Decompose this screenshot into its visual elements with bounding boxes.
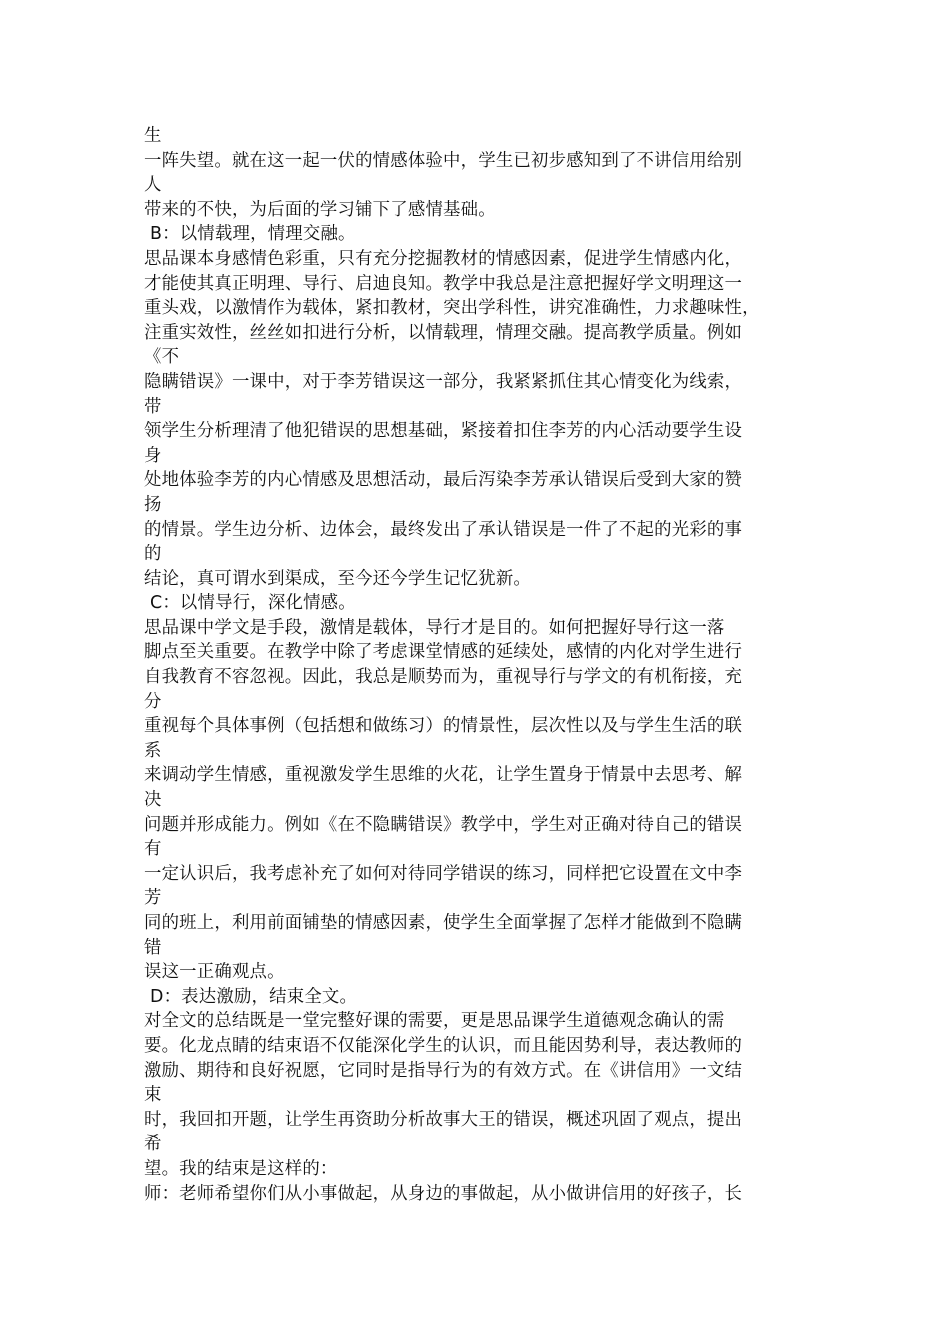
text-line: 束	[144, 1085, 162, 1106]
text-line: 望。我的结束是这样的：	[144, 1158, 338, 1179]
text-line: 决	[144, 790, 162, 811]
section-heading-c: C：以情导行，深化情感。	[150, 593, 356, 614]
text-line: 系	[144, 740, 162, 761]
text-line: 结论，真可谓水到渠成，至今还今学生记忆犹新。	[144, 568, 531, 589]
text-line: 的情景。学生边分析、边体会，最终发出了承认错误是一件了不起的光彩的事	[144, 519, 743, 540]
text-line: 师：老师希望你们从小事做起，从身边的事做起，从小做讲信用的好孩子，长	[144, 1183, 743, 1204]
text-line: 来调动学生情感，重视激发学生思维的火花，让学生置身于情景中去思考、解	[144, 765, 743, 786]
text-line: 身	[144, 445, 162, 466]
text-line: 重头戏，以激情作为载体，紧扣教材，突出学科性，讲究准确性，力求趣味性，	[144, 298, 760, 319]
text-line: 自我教育不容忽视。因此，我总是顺势而为，重视导行与学文的有机衔接，充	[144, 667, 743, 688]
text-line: 时，我回扣开题，让学生再资助分析故事大王的错误，概述巩固了观点，提出	[144, 1109, 743, 1130]
text-line: 希	[144, 1134, 162, 1155]
text-line: 思品课中学文是手段，激情是载体，导行才是目的。如何把握好导行这一落	[144, 617, 725, 638]
text-line: 思品课本身感情色彩重，只有充分挖掘教材的情感因素，促进学生情感内化，	[144, 248, 743, 269]
text-line: 要。化龙点睛的结束语不仅能深化学生的认识，而且能因势利导，表达教师的	[144, 1035, 743, 1056]
text-line: 芳	[144, 888, 162, 909]
text-line: 扬	[144, 494, 162, 515]
text-line: 才能使其真正明理、导行、启迪良知。教学中我总是注意把握好学文明理这一	[144, 273, 743, 294]
text-line: 的	[144, 544, 162, 565]
text-line: 对全文的总结既是一堂完整好课的需要，更是思品课学生道德观念确认的需	[144, 1011, 725, 1032]
text-line: 激励、期待和良好祝愿，它同时是指导行为的有效方式。在《讲信用》一文结	[144, 1060, 743, 1081]
text-line: 问题并形成能力。例如《在不隐瞒错误》教学中，学生对正确对待自己的错误	[144, 814, 743, 835]
text-line: 生	[144, 126, 162, 146]
text-line: 隐瞒错误》一课中，对于李芳错误这一部分，我紧紧抓住其心情变化为线索，	[144, 371, 743, 392]
text-line: 一阵失望。就在这一起一伏的情感体验中，学生已初步感知到了不讲信用给别	[144, 150, 743, 171]
text-line: 错	[144, 937, 162, 958]
text-line: 《不	[144, 347, 180, 368]
body-text	[144, 124, 814, 1206]
text-line: 误这一正确观点。	[144, 962, 285, 983]
text-line: 领学生分析理清了他犯错误的思想基础，紧接着扣住李芳的内心活动要学生设	[144, 421, 743, 442]
text-line: 带	[144, 396, 162, 417]
text-line: 处地体验李芳的内心情感及思想活动，最后泻染李芳承认错误后受到大家的赞	[144, 470, 743, 491]
section-heading-d: D：表达激励，结束全文。	[150, 986, 358, 1007]
text-line: 一定认识后，我考虑补充了如何对待同学错误的练习，同样把它设置在文中李	[144, 863, 743, 884]
text-line: 带来的不快，为后面的学习铺下了感情基础。	[144, 199, 496, 220]
text-line: 分	[144, 691, 162, 712]
text-line: 脚点至关重要。在教学中除了考虑课堂情感的延续处，感情的内化对学生进行	[144, 642, 743, 663]
text-line: 注重实效性，丝丝如扣进行分析，以情载理，情理交融。提高教学质量。例如	[144, 322, 743, 343]
text-line: 人	[144, 175, 162, 196]
text-line: 重视每个具体事例（包括想和做练习）的情景性，层次性以及与学生生活的联	[144, 716, 743, 737]
text-line: 有	[144, 839, 162, 860]
section-heading-b: B：以情载理，情理交融。	[150, 224, 356, 245]
text-line: 同的班上，利用前面铺垫的情感因素，使学生全面掌握了怎样才能做到不隐瞒	[144, 913, 743, 933]
